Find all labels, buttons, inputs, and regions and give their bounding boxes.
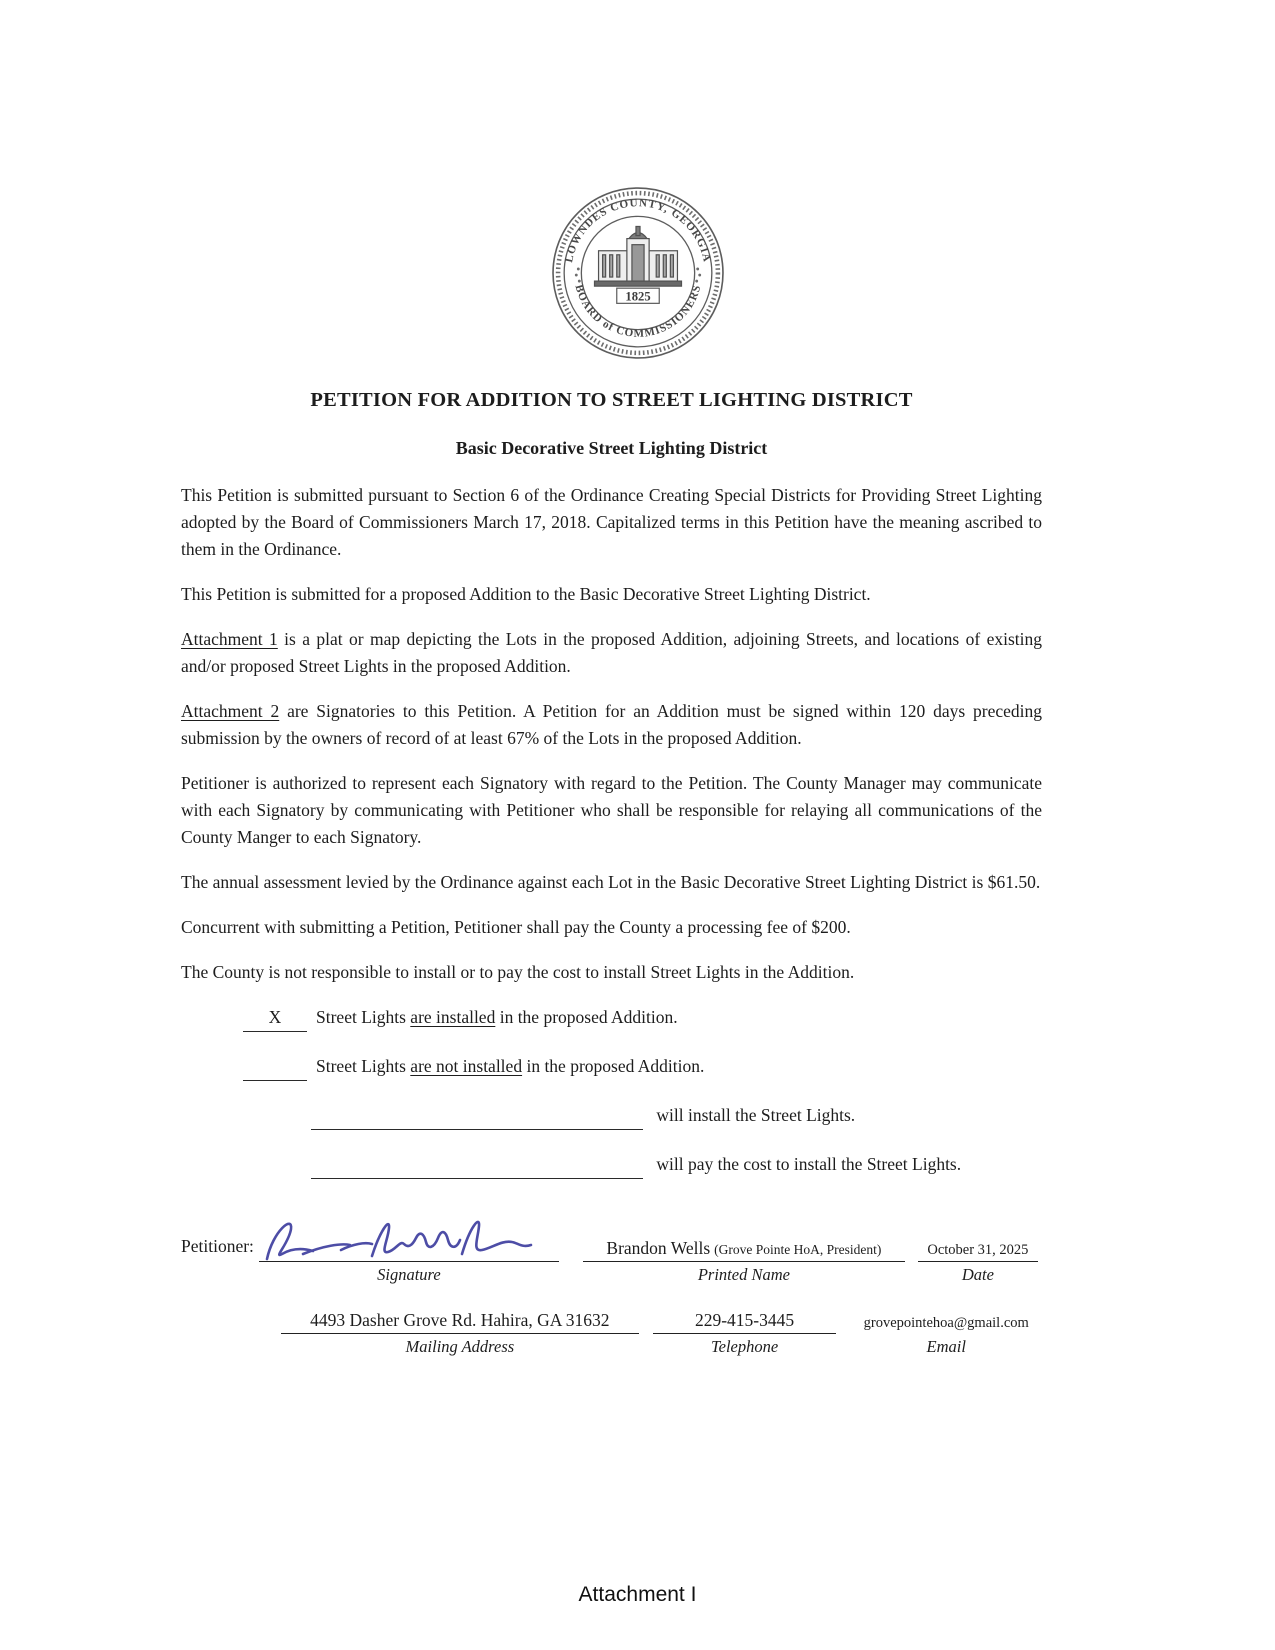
- paragraph-pursuant: This Petition is submitted pursuant to Section 6 of the Ordinance Creating Special Districts for Providing Street Lighting adopted by the Board of Commissioners March 17, 2018. Capitalized terms in this Petition have the meaning ascribed to them in the Ordinance.: [181, 485, 1042, 559]
- will-pay-blank-line: [311, 1151, 643, 1179]
- telephone-field: [653, 1305, 837, 1357]
- paragraph-annual-assessment: The annual assessment levied by the Ordinance against each Lot in the Basic Decorative Street Lighting District is $61.50.: [181, 872, 1041, 892]
- page-subtitle: Basic Decorative Street Lighting District: [455, 438, 768, 458]
- attachment-1-text: is a plat or map depicting the Lots in the proposed Addition, adjoining Streets, and locations of existing and/or proposed Street Lights in the proposed Addition.: [181, 629, 1042, 676]
- mailing-address-field: [281, 1305, 639, 1357]
- attachment-footer-label: Attachment I: [578, 1583, 697, 1606]
- email-field: [850, 1306, 1042, 1357]
- paragraph-proposed-addition: This Petition is submitted for a proposed Addition to the Basic Decorative Street Lighting District.: [181, 584, 871, 604]
- not-installed-text-underlined: are not installed: [410, 1056, 523, 1076]
- mailing-address-caption: Mailing Address: [405, 1337, 515, 1356]
- date-field: [918, 1233, 1038, 1285]
- email-caption: Email: [926, 1337, 966, 1356]
- seal-top-text: LOWNDES COUNTY, GEORGIA: [563, 197, 713, 264]
- seal-year-text: 1825: [625, 289, 651, 304]
- mailing-address-value: 4493 Dasher Grove Rd. Hahira, GA 31632: [281, 1305, 639, 1334]
- petitioner-row: [181, 1211, 1042, 1285]
- page-title: PETITION FOR ADDITION TO STREET LIGHTING DISTRICT: [310, 389, 913, 411]
- printed-name-caption: Printed Name: [697, 1265, 790, 1284]
- will-pay-text: will pay the cost to install the Street Lights.: [652, 1154, 962, 1174]
- option-will-pay: [181, 1151, 1042, 1179]
- telephone-caption: Telephone: [710, 1337, 779, 1356]
- petitioner-label: Petitioner:: [181, 1236, 254, 1256]
- installed-text-pre: Street Lights: [316, 1007, 411, 1027]
- paragraph-processing-fee: Concurrent with submitting a Petition, Petitioner shall pay the County a processing fee of $200.: [181, 917, 851, 937]
- option-will-install: [181, 1102, 1042, 1130]
- telephone-value: 229-415-3445: [653, 1305, 837, 1334]
- document-body: [181, 0, 1042, 1357]
- attachment-2-ref: Attachment 2: [181, 701, 280, 721]
- signature-field: [259, 1211, 559, 1285]
- attachment-2-text: are Signatories to this Petition. A Petition for an Addition must be signed within 120 days preceding submission by the owners of record of at least 67% of the Lots in the proposed Addition.: [181, 701, 1042, 748]
- email-value: grovepointehoa@gmail.com: [863, 1315, 1029, 1331]
- signature-caption: Signature: [377, 1265, 441, 1284]
- printed-name-suffix: (Grove Pointe HoA, President): [714, 1242, 882, 1257]
- printed-name-text: Brandon Wells: [606, 1238, 711, 1258]
- installed-checkmark-line: X: [243, 1004, 307, 1032]
- not-installed-text-post: in the proposed Addition.: [522, 1056, 705, 1076]
- handwritten-signature: [253, 1209, 553, 1271]
- installed-text-post: in the proposed Addition.: [495, 1007, 678, 1027]
- printed-name-value: [583, 1233, 905, 1262]
- contact-row: [181, 1305, 1042, 1357]
- not-installed-blank-line: [243, 1053, 307, 1081]
- date-value: October 31, 2025: [918, 1233, 1038, 1262]
- printed-name-field: [583, 1233, 905, 1285]
- option-lights-not-installed: [181, 1053, 1042, 1081]
- will-install-text: will install the Street Lights.: [652, 1105, 856, 1125]
- paragraph-petitioner-authorized: Petitioner is authorized to represent each Signatory with regard to the Petition. The County Manager may communicate with each Signatory by communicating with Petitioner who shall be responsible for relaying all communications of the County Manger to each Signatory.: [181, 773, 1042, 847]
- paragraph-attachment-2: [181, 698, 1042, 752]
- paragraph-attachment-1: [181, 626, 1042, 680]
- seal-bottom-text: BOARD of COMMISSIONERS: [572, 283, 704, 340]
- installed-text-underlined: are installed: [410, 1007, 496, 1027]
- will-install-blank-line: [311, 1102, 643, 1130]
- signature-line: [259, 1211, 559, 1262]
- not-installed-text-pre: Street Lights: [316, 1056, 411, 1076]
- option-lights-installed: [181, 1004, 1042, 1032]
- paragraph-county-not-responsible: The County is not responsible to install or to pay the cost to install Street Lights in the Addition.: [181, 962, 855, 982]
- attachment-1-ref: Attachment 1: [181, 629, 278, 649]
- date-caption: Date: [961, 1265, 994, 1284]
